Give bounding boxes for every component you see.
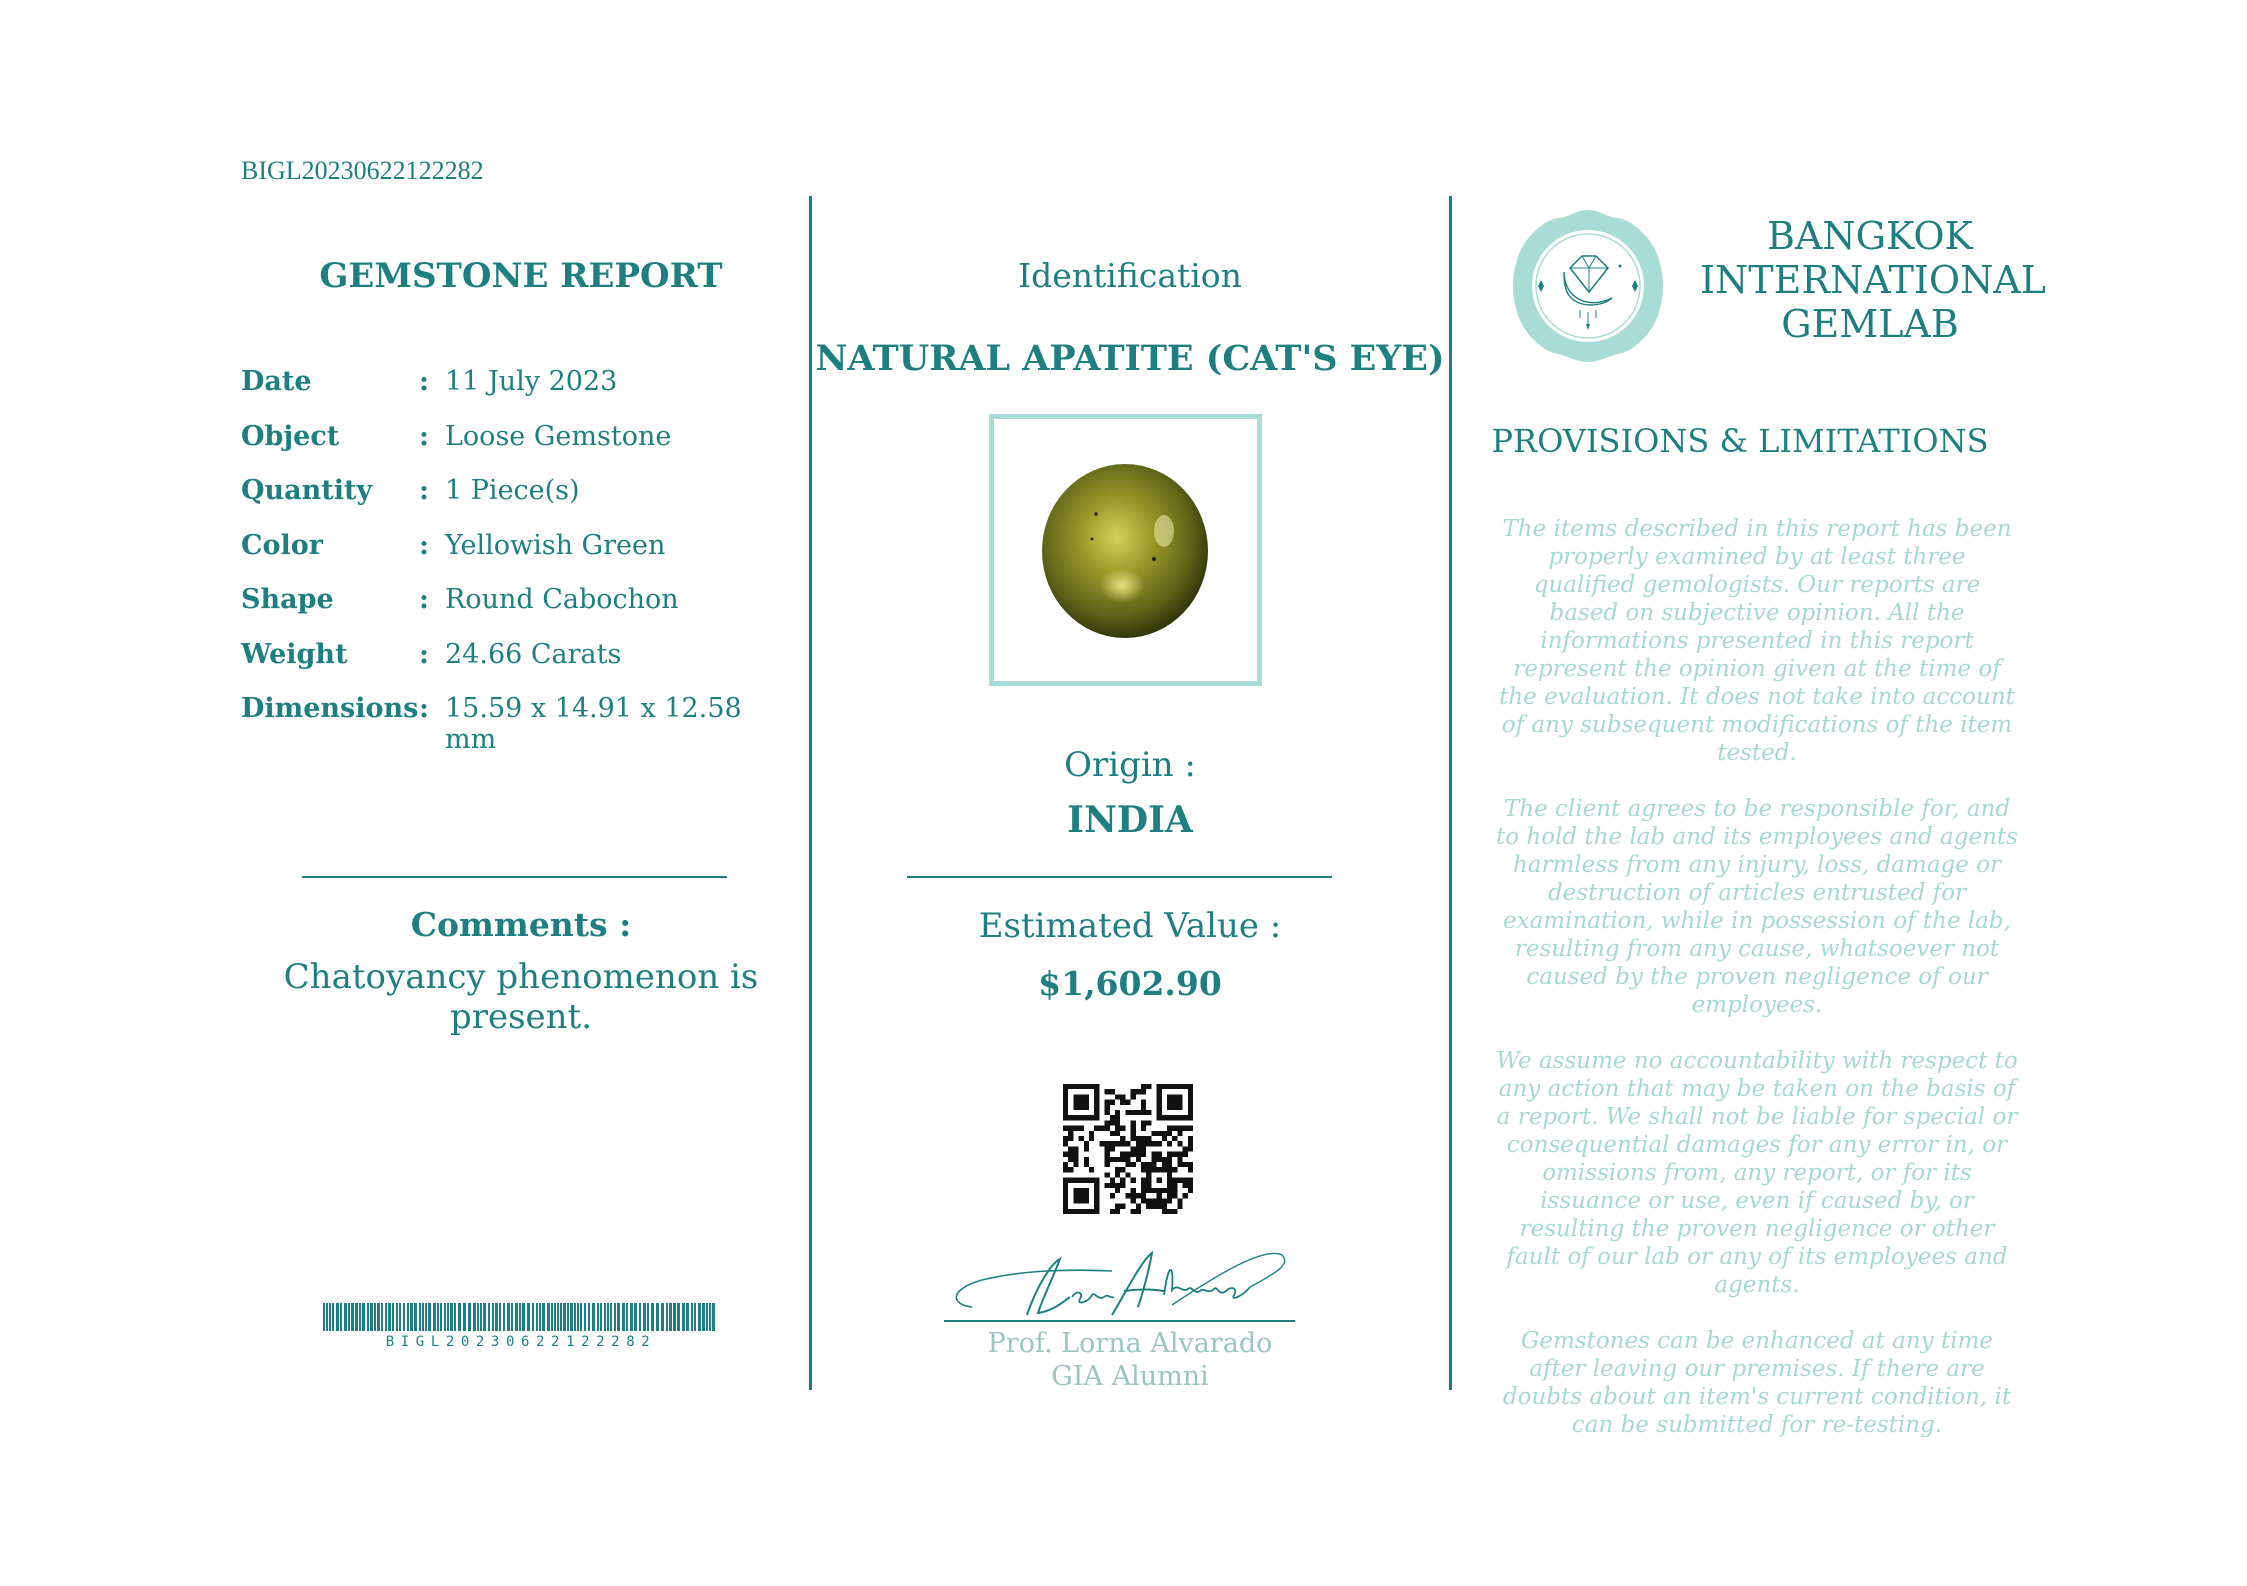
qr-module bbox=[1183, 1146, 1188, 1151]
qr-module bbox=[1177, 1178, 1182, 1183]
qr-module bbox=[1110, 1141, 1115, 1146]
qr-module bbox=[1131, 1198, 1136, 1203]
qr-module bbox=[1141, 1126, 1146, 1131]
barcode-gap bbox=[715, 1303, 716, 1331]
qr-module bbox=[1136, 1209, 1141, 1214]
qr-module bbox=[1063, 1167, 1068, 1172]
qr-module bbox=[1146, 1204, 1151, 1209]
detail-label: Dimensions bbox=[241, 693, 419, 724]
qr-module bbox=[1125, 1100, 1130, 1105]
qr-module bbox=[1183, 1193, 1188, 1198]
provisions-text bbox=[1496, 515, 2018, 1467]
qr-module bbox=[1188, 1188, 1193, 1193]
qr-module bbox=[1162, 1131, 1167, 1136]
detail-label: Weight bbox=[241, 638, 348, 670]
lab-name bbox=[1700, 214, 2047, 346]
qr-module bbox=[1099, 1141, 1104, 1146]
qr-module bbox=[1131, 1136, 1136, 1141]
qr-module bbox=[1120, 1126, 1125, 1131]
provision-paragraph: The client agrees to be responsible for, and to hold the lab and its employees and agents harmless from any injury, loss, damage or destruction of articles entrusted for examination, while in possession of the lab, resulting from any cause, whatsoever not caused by the proven negligence of our employees. bbox=[1496, 796, 2018, 1018]
qr-module bbox=[1177, 1198, 1182, 1203]
qr-module bbox=[1115, 1157, 1120, 1162]
qr-module bbox=[1141, 1120, 1146, 1125]
qr-module bbox=[1151, 1131, 1156, 1136]
qr-module bbox=[1110, 1209, 1115, 1214]
qr-module bbox=[1068, 1126, 1073, 1131]
qr-module bbox=[1125, 1141, 1130, 1146]
detail-separator: : bbox=[419, 693, 429, 724]
qr-module bbox=[1141, 1141, 1146, 1146]
report-title: GEMSTONE REPORT bbox=[319, 256, 723, 296]
qr-code-icon bbox=[1063, 1084, 1193, 1218]
qr-module bbox=[1125, 1157, 1130, 1162]
qr-module bbox=[1146, 1110, 1151, 1115]
comments-text: Chatoyancy phenomenon is present. bbox=[283, 957, 759, 1037]
qr-module bbox=[1120, 1136, 1125, 1141]
lab-name-line: INTERNATIONAL bbox=[1700, 258, 2047, 302]
qr-module bbox=[1188, 1183, 1193, 1188]
qr-module bbox=[1105, 1152, 1110, 1157]
qr-module bbox=[1105, 1100, 1110, 1105]
qr-module bbox=[1188, 1146, 1193, 1151]
qr-module bbox=[1115, 1172, 1120, 1177]
detail-value: 24.66 Carats bbox=[445, 638, 622, 670]
qr-module bbox=[1068, 1136, 1073, 1141]
qr-module bbox=[1177, 1157, 1182, 1162]
qr-module bbox=[1131, 1120, 1136, 1125]
qr-module bbox=[1141, 1152, 1146, 1157]
qr-module bbox=[1094, 1126, 1099, 1131]
qr-module bbox=[1162, 1136, 1167, 1141]
qr-module bbox=[1177, 1126, 1182, 1131]
qr-module bbox=[1131, 1162, 1136, 1167]
detail-value: 15.59 x 14.91 x 12.58 mm bbox=[445, 693, 742, 755]
qr-module bbox=[1157, 1204, 1162, 1209]
qr-module bbox=[1063, 1136, 1068, 1141]
qr-module bbox=[1063, 1126, 1068, 1131]
qr-module bbox=[1115, 1204, 1120, 1209]
qr-module bbox=[1162, 1198, 1167, 1203]
qr-module bbox=[1131, 1146, 1136, 1151]
qr-module bbox=[1167, 1094, 1183, 1110]
qr-module bbox=[1120, 1204, 1125, 1209]
qr-module bbox=[1073, 1188, 1089, 1204]
provision-paragraph: The items described in this report has been properly examined by at least three qualified gemologists. Our reports are based on subjective opinion. All the informations presented in this report represent the opinion given at the time of the evaluation. It does not take into account of any subsequent modifications of the item tested. bbox=[1499, 516, 2015, 766]
qr-module bbox=[1089, 1131, 1094, 1136]
qr-module bbox=[1167, 1141, 1172, 1146]
qr-module bbox=[1073, 1094, 1089, 1110]
qr-module bbox=[1172, 1152, 1177, 1157]
qr-module bbox=[1136, 1193, 1141, 1198]
qr-module bbox=[1141, 1188, 1146, 1193]
qr-module bbox=[1105, 1105, 1110, 1110]
qr-module bbox=[1115, 1167, 1120, 1172]
detail-row-weight bbox=[241, 639, 801, 694]
lab-name-line: GEMLAB bbox=[1781, 302, 1959, 346]
qr-module bbox=[1177, 1162, 1182, 1167]
origin-value: INDIA bbox=[1067, 799, 1193, 841]
qr-module bbox=[1151, 1198, 1156, 1203]
qr-module bbox=[1089, 1136, 1094, 1141]
qr-module bbox=[1157, 1178, 1162, 1183]
qr-module bbox=[1151, 1162, 1156, 1167]
gemstone-photo bbox=[994, 419, 1257, 681]
detail-label: Color bbox=[241, 529, 323, 561]
detail-value: Loose Gemstone bbox=[445, 420, 672, 452]
qr-module bbox=[1131, 1209, 1136, 1214]
qr-module bbox=[1167, 1152, 1172, 1157]
qr-module bbox=[1162, 1204, 1167, 1209]
qr-module bbox=[1172, 1126, 1177, 1131]
qr-module bbox=[1131, 1131, 1136, 1136]
qr-module bbox=[1125, 1110, 1130, 1115]
qr-module bbox=[1183, 1162, 1188, 1167]
qr-module bbox=[1177, 1141, 1182, 1146]
qr-module bbox=[1115, 1115, 1120, 1120]
qr-module bbox=[1131, 1089, 1136, 1094]
qr-module bbox=[1120, 1178, 1125, 1183]
qr-module bbox=[1120, 1157, 1125, 1162]
qr-module bbox=[1141, 1100, 1146, 1105]
qr-module bbox=[1099, 1126, 1104, 1131]
qr-module bbox=[1136, 1136, 1141, 1141]
qr-module bbox=[1073, 1146, 1078, 1151]
qr-module bbox=[1063, 1152, 1068, 1157]
qr-module bbox=[1120, 1094, 1125, 1099]
qr-module bbox=[1131, 1193, 1136, 1198]
qr-module bbox=[1115, 1141, 1120, 1146]
qr-module bbox=[1131, 1178, 1136, 1183]
qr-module bbox=[1177, 1204, 1182, 1209]
qr-module bbox=[1131, 1188, 1136, 1193]
provisions-title: PROVISIONS & LIMITATIONS bbox=[1491, 422, 1989, 460]
detail-row-color bbox=[241, 530, 801, 585]
qr-module bbox=[1110, 1183, 1115, 1188]
qr-module bbox=[1141, 1105, 1146, 1110]
qr-module bbox=[1125, 1172, 1130, 1177]
qr-module bbox=[1167, 1162, 1172, 1167]
detail-value: Yellowish Green bbox=[445, 529, 666, 561]
estimated-value-label: Estimated Value : bbox=[978, 906, 1282, 946]
qr-module bbox=[1157, 1193, 1162, 1198]
qr-module bbox=[1136, 1157, 1141, 1162]
qr-module bbox=[1110, 1100, 1115, 1105]
signer-credential: GIA Alumni bbox=[1051, 1361, 1209, 1392]
qr-module bbox=[1120, 1167, 1125, 1172]
qr-module bbox=[1146, 1141, 1151, 1146]
qr-module bbox=[1068, 1167, 1073, 1172]
column-divider-right bbox=[1449, 196, 1452, 1390]
qr-module bbox=[1188, 1136, 1193, 1141]
qr-module bbox=[1151, 1157, 1156, 1162]
qr-module bbox=[1167, 1157, 1172, 1162]
qr-module bbox=[1125, 1162, 1130, 1167]
qr-module bbox=[1073, 1157, 1078, 1162]
comments-divider bbox=[302, 876, 727, 878]
qr-module bbox=[1146, 1198, 1151, 1203]
qr-module bbox=[1141, 1178, 1146, 1183]
qr-module bbox=[1151, 1141, 1156, 1146]
qr-module bbox=[1177, 1152, 1182, 1157]
qr-module bbox=[1110, 1115, 1115, 1120]
qr-module bbox=[1146, 1084, 1151, 1089]
qr-module bbox=[1084, 1157, 1089, 1162]
qr-module bbox=[1157, 1131, 1162, 1136]
qr-module bbox=[1125, 1152, 1130, 1157]
qr-module bbox=[1105, 1126, 1110, 1131]
qr-module bbox=[1141, 1162, 1146, 1167]
qr-module bbox=[1110, 1146, 1115, 1151]
qr-module bbox=[1172, 1209, 1177, 1214]
qr-module bbox=[1068, 1146, 1073, 1151]
qr-module bbox=[1131, 1152, 1136, 1157]
qr-module bbox=[1167, 1209, 1172, 1214]
qr-module bbox=[1073, 1126, 1078, 1131]
qr-module bbox=[1136, 1089, 1141, 1094]
qr-module bbox=[1110, 1193, 1115, 1198]
seal-logo-icon bbox=[1508, 206, 1668, 370]
barcode-text: BIGL20230622122282 bbox=[385, 1334, 657, 1350]
qr-module bbox=[1115, 1183, 1120, 1188]
qr-module bbox=[1136, 1146, 1141, 1151]
qr-module bbox=[1167, 1126, 1172, 1131]
detail-row-date bbox=[241, 366, 801, 421]
detail-value: 11 July 2023 bbox=[445, 366, 618, 397]
qr-module bbox=[1146, 1120, 1151, 1125]
detail-row-object bbox=[241, 421, 801, 476]
qr-module bbox=[1084, 1146, 1089, 1151]
qr-module bbox=[1120, 1100, 1125, 1105]
qr-module bbox=[1157, 1141, 1162, 1146]
qr-module bbox=[1172, 1193, 1177, 1198]
qr-module bbox=[1151, 1152, 1156, 1157]
qr-module bbox=[1141, 1136, 1146, 1141]
qr-module bbox=[1110, 1178, 1115, 1183]
detail-value: 1 Piece(s) bbox=[445, 475, 580, 506]
qr-module bbox=[1084, 1141, 1089, 1146]
signer-name: Prof. Lorna Alvarado bbox=[987, 1328, 1273, 1359]
qr-module bbox=[1131, 1126, 1136, 1131]
provision-paragraph: Gemstones can be enhanced at any time after leaving our premises. If there are doubts about an item's current condition, it can be submitted for re-testing. bbox=[1502, 1328, 2012, 1438]
qr-module bbox=[1110, 1157, 1115, 1162]
detail-separator: : bbox=[419, 420, 429, 452]
qr-module bbox=[1136, 1204, 1141, 1209]
qr-module bbox=[1141, 1084, 1146, 1089]
qr-module bbox=[1115, 1126, 1120, 1131]
qr-module bbox=[1105, 1183, 1110, 1188]
signature-image bbox=[942, 1245, 1297, 1329]
qr-module bbox=[1146, 1136, 1151, 1141]
qr-module bbox=[1073, 1152, 1078, 1157]
qr-module bbox=[1172, 1188, 1177, 1193]
detail-row-quantity bbox=[241, 475, 801, 530]
qr-module bbox=[1079, 1126, 1084, 1131]
qr-module bbox=[1188, 1178, 1193, 1183]
qr-module bbox=[1063, 1141, 1068, 1146]
origin-label: Origin : bbox=[1064, 745, 1196, 785]
qr-module bbox=[1105, 1120, 1110, 1125]
qr-module bbox=[1172, 1136, 1177, 1141]
detail-label: Shape bbox=[241, 584, 334, 615]
detail-separator: : bbox=[419, 475, 429, 506]
detail-label: Object bbox=[241, 420, 340, 452]
identification-label: Identification bbox=[1018, 256, 1242, 295]
qr-module bbox=[1120, 1152, 1125, 1157]
qr-module bbox=[1105, 1141, 1110, 1146]
qr-module bbox=[1188, 1162, 1193, 1167]
qr-module bbox=[1167, 1193, 1172, 1198]
qr-module bbox=[1157, 1198, 1162, 1203]
qr-module bbox=[1188, 1167, 1193, 1172]
estimated-value: $1,602.90 bbox=[1038, 964, 1222, 1003]
qr-module bbox=[1115, 1094, 1120, 1099]
qr-module bbox=[1157, 1152, 1162, 1157]
qr-module bbox=[1110, 1120, 1115, 1125]
qr-module bbox=[1141, 1193, 1146, 1198]
detail-separator: : bbox=[419, 366, 429, 397]
lab-name-line: BANGKOK bbox=[1767, 214, 1973, 258]
qr-module bbox=[1188, 1141, 1193, 1146]
qr-module bbox=[1177, 1131, 1182, 1136]
value-divider bbox=[907, 876, 1332, 878]
qr-module bbox=[1068, 1131, 1073, 1136]
qr-module bbox=[1141, 1146, 1146, 1151]
qr-module bbox=[1073, 1162, 1078, 1167]
qr-module bbox=[1141, 1167, 1146, 1172]
qr-module bbox=[1105, 1110, 1110, 1115]
qr-module bbox=[1151, 1204, 1156, 1209]
qr-module bbox=[1183, 1183, 1188, 1188]
qr-module bbox=[1063, 1162, 1068, 1167]
qr-module bbox=[1183, 1126, 1188, 1131]
detail-label: Date bbox=[241, 366, 312, 397]
qr-module bbox=[1167, 1131, 1172, 1136]
qr-module bbox=[1105, 1172, 1110, 1177]
gemstone-photo-frame bbox=[989, 414, 1262, 686]
qr-module bbox=[1157, 1157, 1162, 1162]
qr-module bbox=[1105, 1157, 1110, 1162]
qr-module bbox=[1110, 1089, 1115, 1094]
qr-module bbox=[1131, 1094, 1136, 1099]
qr-module bbox=[1136, 1110, 1141, 1115]
qr-module bbox=[1141, 1110, 1146, 1115]
qr-module bbox=[1172, 1167, 1177, 1172]
detail-separator: : bbox=[419, 529, 429, 561]
qr-module bbox=[1105, 1146, 1110, 1151]
details-table bbox=[241, 366, 801, 755]
qr-module bbox=[1183, 1178, 1188, 1183]
provision-paragraph: We assume no accountability with respect to any action that may be taken on the basis of a report. We shall not be liable for special or consequential damages for any error in, or omissions from, any report, or for its issuance or use, even if caused by, or resulting the proven negligence or other fault of our lab or any of its employees and agents. bbox=[1496, 1048, 2018, 1298]
detail-label: Quantity bbox=[241, 475, 373, 506]
qr-module bbox=[1162, 1162, 1167, 1167]
qr-module bbox=[1172, 1183, 1177, 1188]
qr-module bbox=[1131, 1110, 1136, 1115]
qr-module bbox=[1115, 1188, 1120, 1193]
report-id: BIGL20230622122282 bbox=[241, 156, 484, 185]
qr-module bbox=[1068, 1157, 1073, 1162]
qr-module bbox=[1136, 1152, 1141, 1157]
qr-module bbox=[1141, 1089, 1146, 1094]
qr-module bbox=[1136, 1141, 1141, 1146]
qr-module bbox=[1115, 1209, 1120, 1214]
qr-module bbox=[1162, 1157, 1167, 1162]
qr-module bbox=[1141, 1183, 1146, 1188]
qr-module bbox=[1183, 1152, 1188, 1157]
qr-module bbox=[1120, 1141, 1125, 1146]
qr-module bbox=[1120, 1183, 1125, 1188]
qr-module bbox=[1068, 1152, 1073, 1157]
qr-module bbox=[1079, 1136, 1084, 1141]
comments-title: Comments : bbox=[410, 905, 632, 944]
qr-module bbox=[1188, 1126, 1193, 1131]
qr-module bbox=[1162, 1209, 1167, 1214]
qr-module bbox=[1105, 1162, 1110, 1167]
detail-row-shape bbox=[241, 584, 801, 639]
qr-module bbox=[1125, 1193, 1130, 1198]
qr-module bbox=[1167, 1198, 1172, 1203]
qr-module bbox=[1115, 1131, 1120, 1136]
qr-module bbox=[1146, 1162, 1151, 1167]
qr-module bbox=[1115, 1110, 1120, 1115]
stone-name: NATURAL APATITE (CAT'S EYE) bbox=[815, 338, 1445, 379]
qr-module bbox=[1084, 1162, 1089, 1167]
qr-module bbox=[1172, 1178, 1177, 1183]
qr-module bbox=[1115, 1120, 1120, 1125]
detail-value: Round Cabochon bbox=[445, 584, 679, 615]
qr-module bbox=[1141, 1198, 1146, 1203]
detail-separator: : bbox=[419, 638, 429, 670]
qr-module bbox=[1105, 1089, 1110, 1094]
detail-separator: : bbox=[419, 584, 429, 615]
qr-module bbox=[1110, 1131, 1115, 1136]
barcode-icon bbox=[323, 1303, 719, 1331]
detail-row-dimensions bbox=[241, 693, 801, 755]
qr-module bbox=[1089, 1167, 1094, 1172]
